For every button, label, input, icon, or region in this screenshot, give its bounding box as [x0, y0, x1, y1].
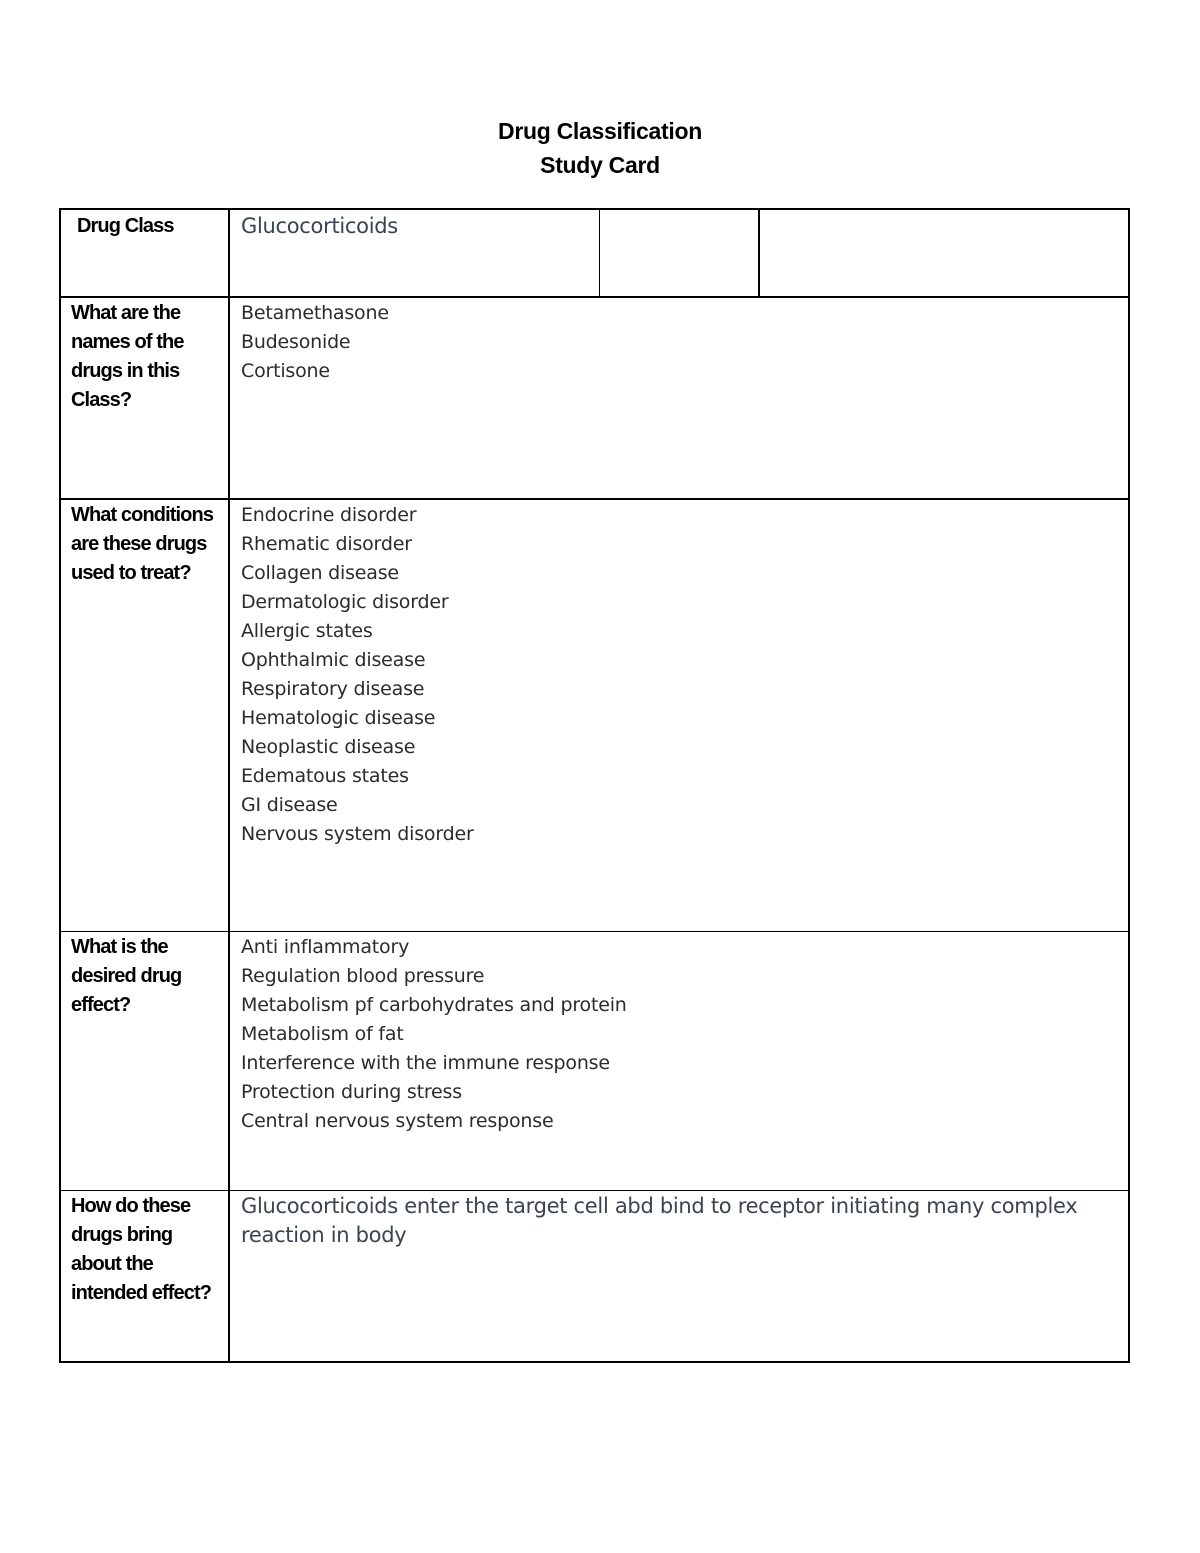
mechanism-label: How do these drugs bring about the intended effect? — [71, 1195, 212, 1304]
mechanism-text — [241, 1192, 1111, 1250]
empty-cell-divider-2 — [758, 210, 760, 296]
condition-item: Edematous states — [241, 765, 409, 787]
effect-item: Interference with the immune response — [241, 1052, 610, 1074]
condition-item: Allergic states — [241, 620, 373, 642]
condition-item: Hematologic disease — [241, 707, 436, 729]
condition-item: Rhematic disorder — [241, 533, 412, 555]
drug-names-label: What are the names of the drugs in this Class? — [71, 302, 184, 411]
conditions-label: What conditions are these drugs used to treat? — [71, 504, 214, 584]
title-line-2: Study Card — [540, 152, 660, 178]
row-drug-names — [61, 298, 1128, 498]
drug-names-list — [241, 299, 1111, 386]
condition-item: Endocrine disorder — [241, 504, 417, 526]
document-title — [0, 114, 1200, 182]
drug-name-item: Betamethasone — [241, 302, 389, 324]
row-mechanism — [61, 1191, 1128, 1361]
effect-item: Central nervous system response — [241, 1110, 554, 1132]
row-drug-class — [61, 210, 1128, 296]
drug-name-item: Cortisone — [241, 360, 330, 382]
drug-name-item: Budesonide — [241, 331, 351, 353]
condition-item: Neoplastic disease — [241, 736, 416, 758]
condition-item: Respiratory disease — [241, 678, 425, 700]
effect-item: Protection during stress — [241, 1081, 462, 1103]
empty-cell-divider-1 — [599, 210, 600, 296]
row-conditions — [61, 500, 1128, 930]
condition-item: Nervous system disorder — [241, 823, 474, 845]
conditions-list — [241, 501, 1111, 849]
condition-item: GI disease — [241, 794, 338, 816]
condition-item: Collagen disease — [241, 562, 399, 584]
mechanism-paragraph: Glucocorticoids enter the target cell abd bind to receptor initiating many complex reaction in body — [241, 1194, 1078, 1247]
study-card-table — [59, 208, 1130, 1363]
effect-item: Metabolism pf carbohydrates and protein — [241, 994, 627, 1016]
drug-class-value: Glucocorticoids — [241, 214, 398, 238]
effect-item: Regulation blood pressure — [241, 965, 485, 987]
condition-item: Ophthalmic disease — [241, 649, 426, 671]
desired-effect-label: What is the desired drug effect? — [71, 936, 182, 1016]
condition-item: Dermatologic disorder — [241, 591, 449, 613]
drug-class-label: Drug Class — [77, 215, 174, 237]
title-line-1: Drug Classification — [498, 118, 702, 144]
row-desired-effect — [61, 932, 1128, 1190]
effect-item: Metabolism of fat — [241, 1023, 404, 1045]
effect-item: Anti inflammatory — [241, 936, 410, 958]
desired-effect-list — [241, 933, 1111, 1136]
